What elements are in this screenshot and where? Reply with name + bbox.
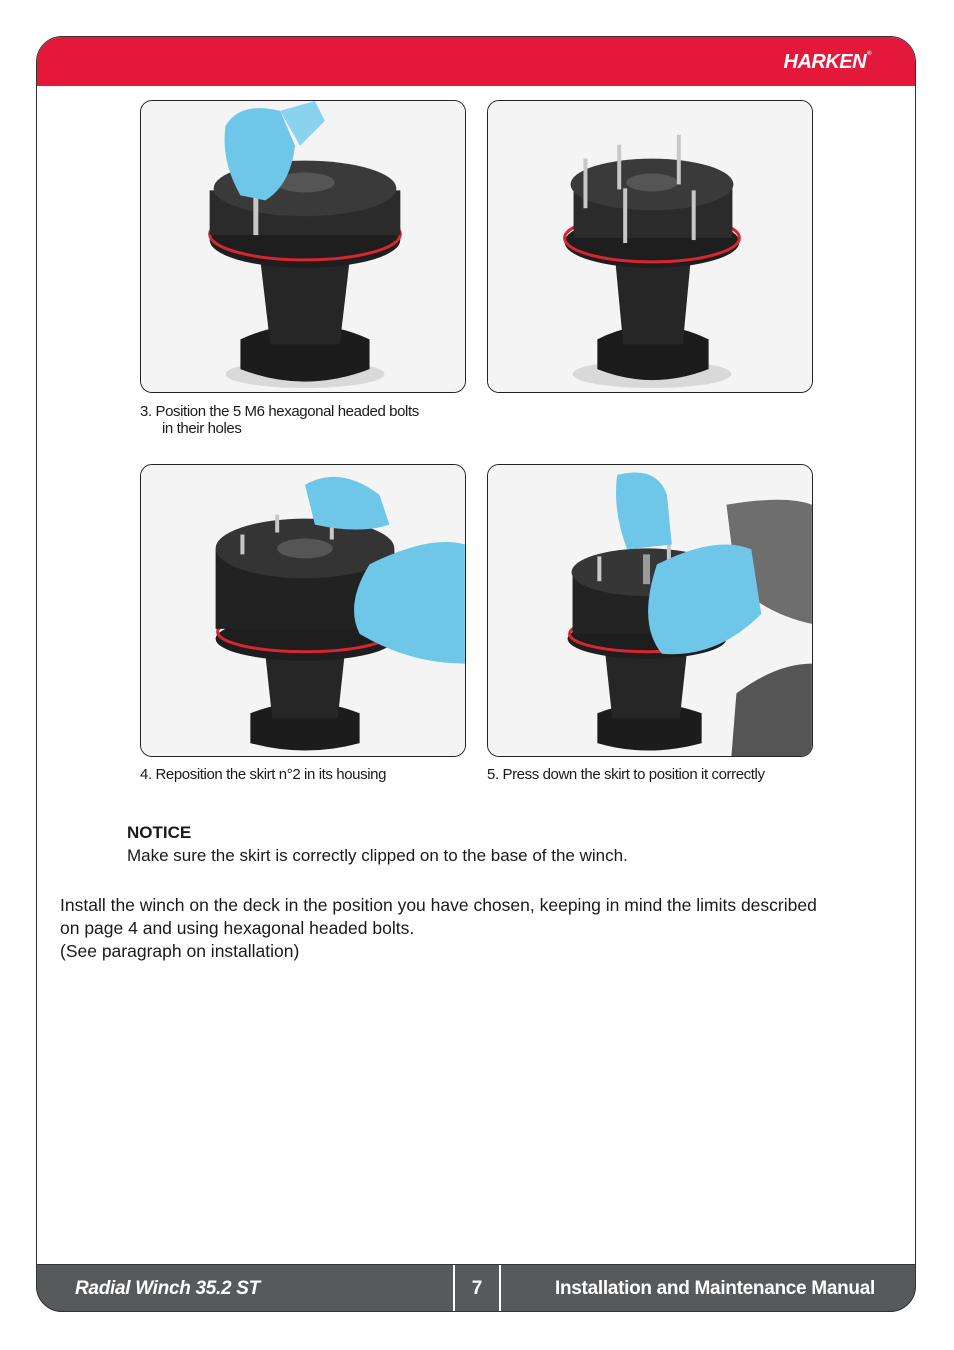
footer-divider-right bbox=[499, 1265, 501, 1311]
photo-step4-skirt bbox=[140, 464, 466, 757]
installation-instructions bbox=[60, 894, 910, 963]
header-bar bbox=[37, 37, 915, 86]
winch-bolts-gloved-hand-photo bbox=[141, 101, 465, 392]
footer-manual-title: Installation and Maintenance Manual bbox=[555, 1278, 875, 1299]
caption-step5: 5. Press down the skirt to position it correctly bbox=[487, 766, 765, 783]
instructions-line2: on page 4 and using hexagonal headed bolts. bbox=[60, 918, 415, 938]
winch-bolts-installed-photo bbox=[488, 101, 812, 392]
notice-title: NOTICE bbox=[127, 823, 192, 842]
photo-step3-bolts-hand bbox=[140, 100, 466, 393]
instructions-line1: Install the winch on the deck in the position you have chosen, keeping in mind the limits described bbox=[60, 895, 817, 915]
footer-product-title: Radial Winch 35.2 ST bbox=[75, 1278, 260, 1299]
caption-step3 bbox=[140, 403, 419, 437]
caption-step3-line2: in their holes bbox=[162, 420, 242, 437]
harken-logo: HARKEN® bbox=[783, 51, 871, 73]
page-number: 7 bbox=[471, 1278, 483, 1299]
winch-skirt-reposition-photo bbox=[141, 465, 465, 756]
winch-skirt-press-photo bbox=[488, 465, 812, 756]
caption-step4: 4. Reposition the skirt n°2 in its housing bbox=[140, 766, 387, 783]
notice-text: Make sure the skirt is correctly clipped on to the base of the winch. bbox=[127, 846, 628, 865]
instructions-line3: (See paragraph on installation) bbox=[60, 941, 300, 961]
photo-step5-press bbox=[487, 464, 813, 757]
footer-bar bbox=[36, 1264, 916, 1312]
photo-bolts-installed bbox=[487, 100, 813, 393]
caption-step3-line1: 3. Position the 5 M6 hexagonal headed bolts bbox=[140, 403, 419, 420]
